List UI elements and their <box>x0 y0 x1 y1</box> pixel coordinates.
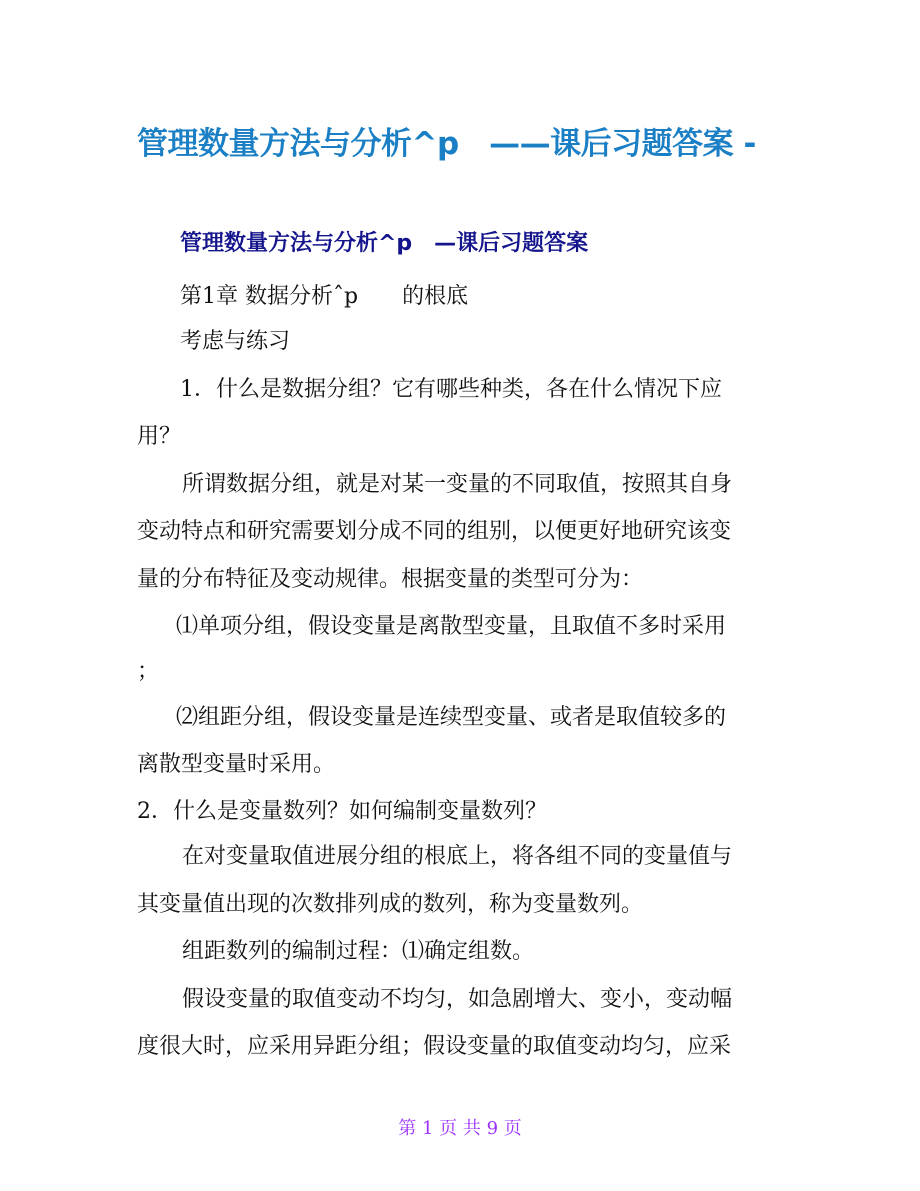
text-line: ； <box>137 659 160 684</box>
text-line: ⑴单项分组，假设变量是离散型变量，且取值不多时采用 <box>176 614 727 639</box>
text-line: 1．什么是数据分组？它有哪些种类，各在什么情况下应 <box>180 377 722 402</box>
document-title: 管理数量方法与分析^p ——课后习题答案 - <box>137 126 756 162</box>
document-subtitle: 管理数量方法与分析^p —课后习题答案 <box>180 231 589 256</box>
text-line: 在对变量取值进展分组的根底上，将各组不同的变量值与 <box>182 844 733 869</box>
text-line: 组距数列的编制过程：⑴确定组数。 <box>182 939 535 964</box>
text-line: 量的分布特征及变动规律。根据变量的类型可分为： <box>137 567 644 592</box>
text-line: 2．什么是变量数列？如何编制变量数列？ <box>137 799 547 824</box>
page-footer: 第 1 页 共 9 页 <box>398 1118 522 1139</box>
text-line: ⑵组距分组，假设变量是连续型变量、或者是取值较多的 <box>176 705 727 730</box>
text-line: 变动特点和研究需要划分成不同的组别，以便更好地研究该变 <box>137 519 732 544</box>
text-line: 用？ <box>137 424 182 449</box>
text-line: 离散型变量时采用。 <box>137 752 336 777</box>
text-line: 度很大时，应采用异距分组；假设变量的取值变动均匀，应采 <box>137 1034 732 1059</box>
text-line: 考虑与练习 <box>180 329 291 354</box>
text-line: 第1章 数据分析ˆp 的根底 <box>180 284 469 309</box>
text-line: 其变量值出现的次数排列成的数列，称为变量数列。 <box>137 892 644 917</box>
text-line: 假设变量的取值变动不均匀，如急剧增大、变小，变动幅 <box>182 987 733 1012</box>
text-line: 所谓数据分组，就是对某一变量的不同取值，按照其自身 <box>182 472 733 497</box>
